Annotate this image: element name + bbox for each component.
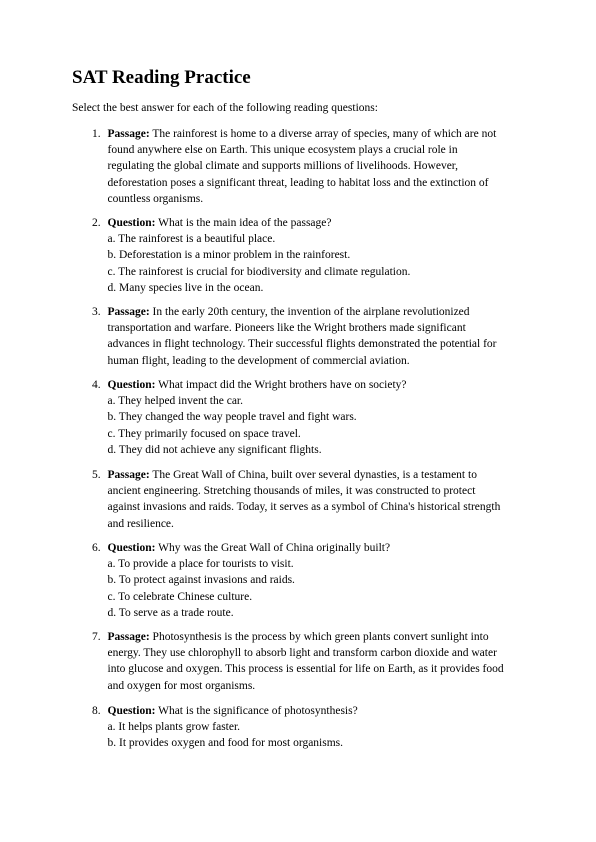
item-label: Passage: bbox=[107, 469, 150, 481]
item-number: 2. bbox=[92, 217, 101, 229]
item-text: The rainforest is home to a diverse array of species, many of which are not bbox=[152, 128, 497, 140]
item-body bbox=[108, 377, 533, 458]
item-number: 8. bbox=[92, 705, 101, 717]
item-body bbox=[108, 467, 533, 532]
item-line bbox=[108, 629, 533, 645]
item-text: What is the significance of photosynthesis? bbox=[158, 705, 358, 717]
list-item-question bbox=[92, 540, 532, 621]
item-line bbox=[108, 540, 533, 556]
item-body bbox=[108, 540, 533, 621]
item-line: into glucose and oxygen. This process is essential for life on Earth, as it provides food bbox=[107, 663, 504, 676]
list-item-question bbox=[92, 377, 532, 458]
list-item-question bbox=[92, 215, 532, 296]
item-label: Question: bbox=[107, 705, 156, 717]
item-text: Why was the Great Wall of China originally built? bbox=[158, 542, 391, 554]
answer-option: a. To provide a place for tourists to visit. bbox=[107, 558, 294, 571]
item-label: Passage: bbox=[107, 128, 150, 140]
item-line: human flight, leading to the development of commercial aviation. bbox=[107, 354, 410, 367]
item-line bbox=[108, 304, 533, 320]
item-label: Passage: bbox=[107, 306, 150, 318]
item-body bbox=[108, 126, 533, 207]
item-line bbox=[108, 377, 533, 393]
item-text: In the early 20th century, the invention of the airplane revolutionized bbox=[152, 306, 470, 318]
item-line: and oxygen for most organisms. bbox=[107, 679, 256, 692]
answer-option: b. They changed the way people travel and fight wars. bbox=[107, 411, 357, 424]
answer-option: a. The rainforest is a beautiful place. bbox=[107, 233, 276, 246]
answer-option: c. They primarily focused on space travel. bbox=[107, 427, 301, 440]
answer-option: c. The rainforest is crucial for biodiversity and climate regulation. bbox=[107, 265, 411, 278]
item-number: 7. bbox=[92, 631, 101, 643]
item-number: 4. bbox=[92, 379, 101, 391]
item-body bbox=[108, 215, 533, 296]
item-line bbox=[108, 126, 533, 142]
answer-option: b. To protect against invasions and raids. bbox=[107, 574, 295, 587]
item-body bbox=[108, 304, 533, 369]
item-line: ancient engineering. Stretching thousands of miles, it was constructed to protect bbox=[107, 485, 476, 498]
item-line: deforestation poses a significant threat, leading to habitat loss and the extinction of bbox=[107, 176, 489, 189]
item-text: What impact did the Wright brothers have on society? bbox=[158, 379, 407, 391]
answer-option: d. They did not achieve any significant flights. bbox=[107, 443, 322, 456]
answer-option: a. It helps plants grow faster. bbox=[107, 721, 241, 734]
answer-option: c. To celebrate Chinese culture. bbox=[107, 590, 253, 603]
item-line: energy. They use chlorophyll to absorb light and transform carbon dioxide and water bbox=[107, 647, 497, 660]
item-line: transportation and warfare. Pioneers like the Wright brothers made significant bbox=[107, 322, 466, 335]
item-line: against invasions and raids. Today, it serves as a symbol of China's historical strength bbox=[107, 501, 501, 514]
answer-option: d. To serve as a trade route. bbox=[107, 606, 234, 619]
item-number: 6. bbox=[92, 542, 101, 554]
item-number: 3. bbox=[92, 306, 101, 318]
answer-option: b. Deforestation is a minor problem in the rainforest. bbox=[107, 249, 351, 262]
item-line bbox=[108, 703, 533, 719]
item-body bbox=[108, 629, 533, 694]
item-body bbox=[108, 703, 533, 752]
answer-option: b. It provides oxygen and food for most organisms. bbox=[107, 737, 344, 750]
item-number: 1. bbox=[92, 128, 101, 140]
list-item-passage bbox=[92, 467, 532, 532]
item-line: regulating the global climate and supports millions of livelihoods. However, bbox=[107, 160, 459, 173]
item-line: countless organisms. bbox=[107, 192, 204, 205]
item-label: Question: bbox=[107, 542, 156, 554]
item-text: What is the main idea of the passage? bbox=[158, 217, 332, 229]
page-title: SAT Reading Practice bbox=[72, 67, 251, 88]
answer-option: a. They helped invent the car. bbox=[107, 395, 244, 408]
item-line bbox=[108, 215, 533, 231]
item-line: found anywhere else on Earth. This unique ecosystem plays a crucial role in bbox=[107, 144, 458, 157]
instructions-text: Select the best answer for each of the following reading questions: bbox=[72, 102, 378, 114]
item-text: The Great Wall of China, built over several dynasties, is a testament to bbox=[152, 469, 477, 481]
item-label: Passage: bbox=[107, 631, 150, 643]
answer-option: d. Many species live in the ocean. bbox=[107, 281, 264, 294]
item-line: and resilience. bbox=[107, 517, 174, 530]
item-number: 5. bbox=[92, 469, 101, 481]
list-item-passage bbox=[92, 126, 532, 207]
item-line bbox=[108, 467, 533, 483]
list-item-passage bbox=[92, 629, 532, 694]
item-text: Photosynthesis is the process by which green plants convert sunlight into bbox=[152, 631, 489, 643]
list-item-question bbox=[92, 703, 532, 752]
item-label: Question: bbox=[107, 217, 156, 229]
item-label: Question: bbox=[107, 379, 156, 391]
list-item-passage bbox=[92, 304, 532, 369]
item-line: advances in flight technology. Their successful flights demonstrated the potential for bbox=[107, 338, 497, 351]
